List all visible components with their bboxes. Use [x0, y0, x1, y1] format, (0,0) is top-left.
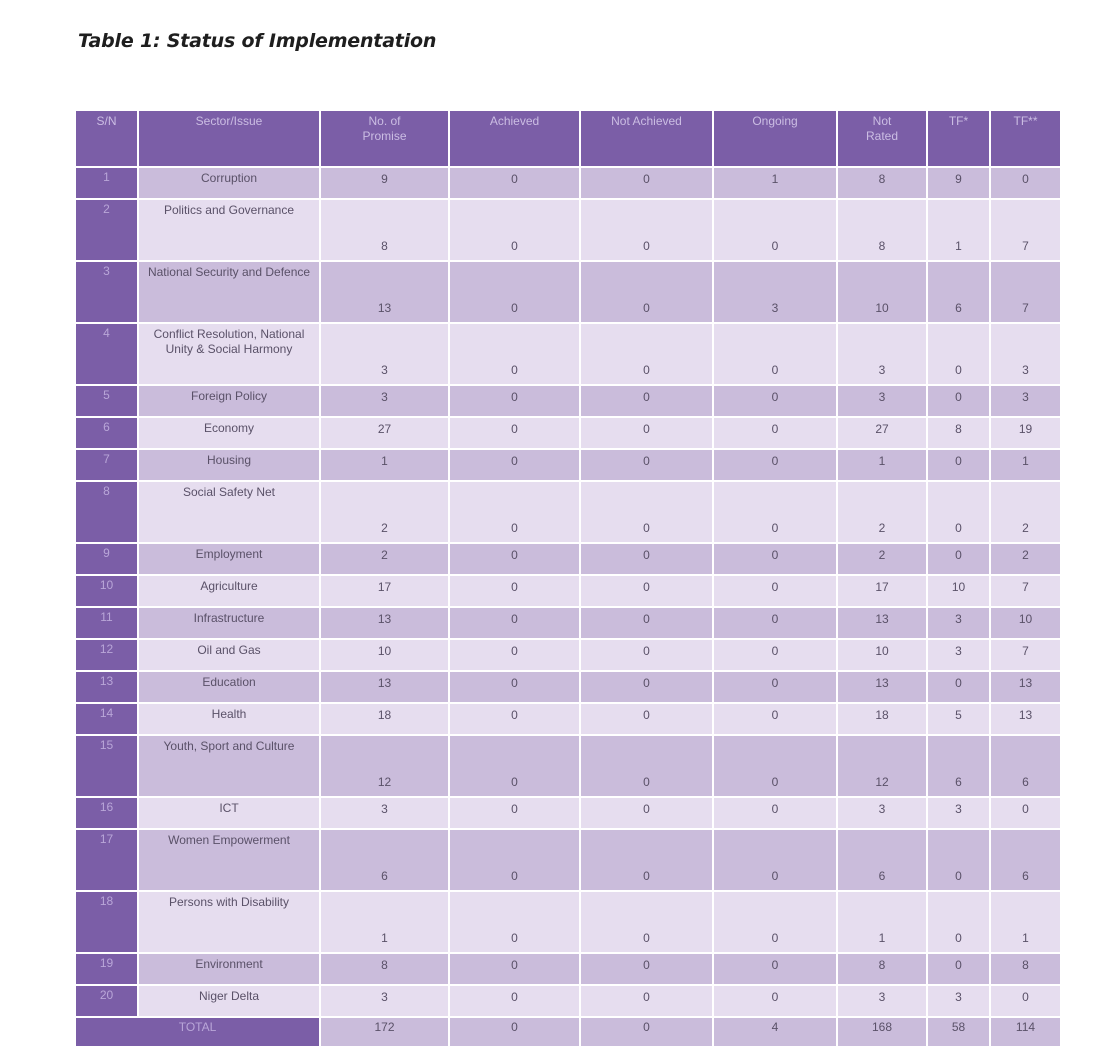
- cell-ongoing: 0: [714, 386, 836, 416]
- cell-ongoing: 0: [714, 200, 836, 260]
- cell-tf1: 0: [928, 324, 989, 384]
- cell-sn: 17: [76, 830, 137, 890]
- cell-tf2: 8: [991, 954, 1060, 984]
- cell-not-rated: 8: [838, 168, 926, 198]
- header-row: [76, 111, 1060, 166]
- cell-tf2: 0: [991, 798, 1060, 828]
- cell-tf1: 3: [928, 608, 989, 638]
- cell-promise: 8: [321, 200, 448, 260]
- cell-tf1: 5: [928, 704, 989, 734]
- cell-tf2: 7: [991, 640, 1060, 670]
- cell-tf2: 2: [991, 544, 1060, 574]
- header-not-rated: [838, 111, 926, 166]
- cell-ongoing: 0: [714, 736, 836, 796]
- cell-sn: 14: [76, 704, 137, 734]
- cell-not-rated: 12: [838, 736, 926, 796]
- header-not-rated-line2: Rated: [865, 129, 899, 143]
- cell-promise: 3: [321, 986, 448, 1016]
- cell-sn: 13: [76, 672, 137, 702]
- cell-tf1: 0: [928, 386, 989, 416]
- table-row: [76, 704, 1060, 734]
- cell-tf1: 0: [928, 482, 989, 542]
- cell-tf2: 7: [991, 200, 1060, 260]
- cell-sn: 5: [76, 386, 137, 416]
- cell-not-rated: 3: [838, 386, 926, 416]
- cell-not-rated: 1: [838, 450, 926, 480]
- cell-achieved: 0: [450, 168, 579, 198]
- cell-promise: 12: [321, 736, 448, 796]
- cell-achieved: 0: [450, 418, 579, 448]
- cell-not-rated: 13: [838, 608, 926, 638]
- cell-sn: 15: [76, 736, 137, 796]
- cell-not-achieved: 0: [581, 200, 712, 260]
- cell-ongoing: 0: [714, 830, 836, 890]
- cell-achieved: 0: [450, 576, 579, 606]
- cell-promise: 2: [321, 482, 448, 542]
- cell-not-achieved: 0: [581, 544, 712, 574]
- cell-not-rated: 8: [838, 954, 926, 984]
- total-label: TOTAL: [76, 1018, 319, 1046]
- status-table: [74, 109, 1062, 1048]
- header-promise: [321, 111, 448, 166]
- cell-achieved: 0: [450, 798, 579, 828]
- table-row: [76, 450, 1060, 480]
- cell-achieved: 0: [450, 200, 579, 260]
- cell-not-rated: 2: [838, 482, 926, 542]
- cell-sector: Agriculture: [139, 576, 319, 606]
- cell-not-rated: 17: [838, 576, 926, 606]
- cell-tf2: 6: [991, 830, 1060, 890]
- cell-not-achieved: 0: [581, 168, 712, 198]
- cell-sector: Conflict Resolution, National Unity & Social Harmony: [139, 324, 319, 384]
- cell-not-rated: 3: [838, 324, 926, 384]
- cell-sn: 8: [76, 482, 137, 542]
- table-row: [76, 324, 1060, 384]
- cell-tf1: 6: [928, 736, 989, 796]
- cell-not-rated: 27: [838, 418, 926, 448]
- table-row: [76, 386, 1060, 416]
- table-row: [76, 576, 1060, 606]
- cell-not-achieved: 0: [581, 450, 712, 480]
- cell-not-achieved: 0: [581, 386, 712, 416]
- header-tf2: TF**: [991, 111, 1060, 166]
- cell-achieved: 0: [450, 736, 579, 796]
- cell-not-achieved: 0: [581, 704, 712, 734]
- cell-ongoing: 0: [714, 640, 836, 670]
- cell-tf1: 0: [928, 672, 989, 702]
- cell-tf2: 7: [991, 262, 1060, 322]
- cell-tf1: 8: [928, 418, 989, 448]
- cell-sn: 7: [76, 450, 137, 480]
- cell-not-achieved: 0: [581, 798, 712, 828]
- cell-ongoing: 0: [714, 798, 836, 828]
- cell-achieved: 0: [450, 324, 579, 384]
- cell-not-rated: 10: [838, 262, 926, 322]
- cell-sn: 9: [76, 544, 137, 574]
- cell-not-achieved: 0: [581, 418, 712, 448]
- table-row: [76, 544, 1060, 574]
- cell-sector: ICT: [139, 798, 319, 828]
- cell-tf1: 10: [928, 576, 989, 606]
- cell-promise: 3: [321, 798, 448, 828]
- cell-promise: 27: [321, 418, 448, 448]
- cell-promise: 10: [321, 640, 448, 670]
- cell-sn: 4: [76, 324, 137, 384]
- cell-achieved: 0: [450, 672, 579, 702]
- table-row: [76, 168, 1060, 198]
- cell-ongoing: 0: [714, 576, 836, 606]
- cell-not-achieved: 0: [581, 954, 712, 984]
- cell-ongoing: 0: [714, 544, 836, 574]
- cell-not-rated: 10: [838, 640, 926, 670]
- cell-sector: Oil and Gas: [139, 640, 319, 670]
- header-ongoing: Ongoing: [714, 111, 836, 166]
- cell-tf2: 3: [991, 324, 1060, 384]
- cell-promise: 17: [321, 576, 448, 606]
- header-sector: Sector/Issue: [139, 111, 319, 166]
- cell-sector: Persons with Disability: [139, 892, 319, 952]
- cell-not-achieved: 0: [581, 324, 712, 384]
- cell-sector: Education: [139, 672, 319, 702]
- cell-tf1: 0: [928, 892, 989, 952]
- cell-ongoing: 0: [714, 892, 836, 952]
- cell-ongoing: 0: [714, 324, 836, 384]
- cell-achieved: 0: [450, 544, 579, 574]
- cell-not-achieved: 0: [581, 830, 712, 890]
- cell-sector: Corruption: [139, 168, 319, 198]
- table-row: [76, 986, 1060, 1016]
- table-row: [76, 954, 1060, 984]
- cell-achieved: 0: [450, 262, 579, 322]
- cell-achieved: 0: [450, 830, 579, 890]
- cell-tf2: 6: [991, 736, 1060, 796]
- cell-sn: 3: [76, 262, 137, 322]
- cell-tf1: 3: [928, 986, 989, 1016]
- cell-promise: 13: [321, 608, 448, 638]
- cell-ongoing: 1: [714, 168, 836, 198]
- cell-not-achieved: 0: [581, 576, 712, 606]
- cell-sn: 10: [76, 576, 137, 606]
- cell-sn: 20: [76, 986, 137, 1016]
- cell-not-rated: 3: [838, 986, 926, 1016]
- cell-ongoing: 0: [714, 608, 836, 638]
- cell-tf1: 1: [928, 200, 989, 260]
- cell-sn: 6: [76, 418, 137, 448]
- cell-sector: Foreign Policy: [139, 386, 319, 416]
- table-row: [76, 262, 1060, 322]
- cell-tf2: 7: [991, 576, 1060, 606]
- header-promise-line2: Promise: [362, 129, 407, 143]
- cell-tf2: 10: [991, 608, 1060, 638]
- cell-tf2: 13: [991, 704, 1060, 734]
- cell-achieved: 0: [450, 450, 579, 480]
- total-achieved: 0: [450, 1018, 579, 1046]
- cell-sector: Women Empowerment: [139, 830, 319, 890]
- cell-achieved: 0: [450, 986, 579, 1016]
- cell-promise: 13: [321, 262, 448, 322]
- cell-promise: 6: [321, 830, 448, 890]
- table-row: [76, 892, 1060, 952]
- table-row: [76, 640, 1060, 670]
- total-not-achieved: 0: [581, 1018, 712, 1046]
- cell-tf1: 0: [928, 954, 989, 984]
- cell-sector: Housing: [139, 450, 319, 480]
- header-not-rated-line1: Not: [872, 114, 892, 128]
- cell-not-rated: 13: [838, 672, 926, 702]
- cell-not-rated: 8: [838, 200, 926, 260]
- cell-tf2: 1: [991, 450, 1060, 480]
- cell-ongoing: 0: [714, 672, 836, 702]
- cell-promise: 18: [321, 704, 448, 734]
- table-row: [76, 608, 1060, 638]
- cell-sn: 1: [76, 168, 137, 198]
- cell-achieved: 0: [450, 386, 579, 416]
- cell-promise: 9: [321, 168, 448, 198]
- cell-promise: 3: [321, 324, 448, 384]
- cell-achieved: 0: [450, 954, 579, 984]
- cell-promise: 1: [321, 450, 448, 480]
- cell-achieved: 0: [450, 640, 579, 670]
- cell-not-achieved: 0: [581, 608, 712, 638]
- cell-sn: 11: [76, 608, 137, 638]
- cell-tf1: 3: [928, 640, 989, 670]
- cell-sector: Social Safety Net: [139, 482, 319, 542]
- cell-sn: 18: [76, 892, 137, 952]
- cell-not-achieved: 0: [581, 892, 712, 952]
- cell-sector: National Security and Defence: [139, 262, 319, 322]
- cell-ongoing: 0: [714, 986, 836, 1016]
- cell-achieved: 0: [450, 482, 579, 542]
- cell-not-achieved: 0: [581, 986, 712, 1016]
- table-row: [76, 482, 1060, 542]
- table-row: [76, 672, 1060, 702]
- total-tf2: 114: [991, 1018, 1060, 1046]
- cell-tf1: 9: [928, 168, 989, 198]
- cell-ongoing: 0: [714, 418, 836, 448]
- cell-not-rated: 1: [838, 892, 926, 952]
- cell-tf2: 0: [991, 986, 1060, 1016]
- cell-tf2: 0: [991, 168, 1060, 198]
- total-promise: 172: [321, 1018, 448, 1046]
- header-achieved: Achieved: [450, 111, 579, 166]
- table-row: [76, 830, 1060, 890]
- cell-sn: 12: [76, 640, 137, 670]
- cell-promise: 1: [321, 892, 448, 952]
- cell-sn: 2: [76, 200, 137, 260]
- cell-sector: Employment: [139, 544, 319, 574]
- cell-achieved: 0: [450, 704, 579, 734]
- cell-not-achieved: 0: [581, 482, 712, 542]
- cell-sn: 19: [76, 954, 137, 984]
- cell-tf1: 0: [928, 830, 989, 890]
- total-row: [76, 1018, 1060, 1046]
- cell-tf2: 13: [991, 672, 1060, 702]
- cell-sn: 16: [76, 798, 137, 828]
- table-caption: Table 1: Status of Implementation: [78, 30, 437, 52]
- cell-ongoing: 0: [714, 482, 836, 542]
- table-row: [76, 736, 1060, 796]
- header-tf1: TF*: [928, 111, 989, 166]
- cell-ongoing: 3: [714, 262, 836, 322]
- cell-sector: Niger Delta: [139, 986, 319, 1016]
- cell-sector: Youth, Sport and Culture: [139, 736, 319, 796]
- header-not-achieved: Not Achieved: [581, 111, 712, 166]
- header-promise-line1: No. of: [368, 114, 401, 128]
- cell-tf1: 0: [928, 450, 989, 480]
- header-sn: S/N: [76, 111, 137, 166]
- cell-not-achieved: 0: [581, 640, 712, 670]
- cell-not-rated: 18: [838, 704, 926, 734]
- cell-tf2: 1: [991, 892, 1060, 952]
- cell-tf2: 3: [991, 386, 1060, 416]
- total-ongoing: 4: [714, 1018, 836, 1046]
- total-not-rated: 168: [838, 1018, 926, 1046]
- cell-tf1: 6: [928, 262, 989, 322]
- cell-promise: 8: [321, 954, 448, 984]
- total-tf1: 58: [928, 1018, 989, 1046]
- cell-tf1: 3: [928, 798, 989, 828]
- cell-promise: 13: [321, 672, 448, 702]
- cell-sector: Infrastructure: [139, 608, 319, 638]
- table-row: [76, 798, 1060, 828]
- cell-achieved: 0: [450, 892, 579, 952]
- table-row: [76, 418, 1060, 448]
- cell-not-achieved: 0: [581, 262, 712, 322]
- cell-ongoing: 0: [714, 954, 836, 984]
- cell-ongoing: 0: [714, 450, 836, 480]
- cell-tf2: 2: [991, 482, 1060, 542]
- cell-not-achieved: 0: [581, 736, 712, 796]
- cell-promise: 2: [321, 544, 448, 574]
- table-row: [76, 200, 1060, 260]
- cell-tf1: 0: [928, 544, 989, 574]
- cell-sector: Environment: [139, 954, 319, 984]
- cell-achieved: 0: [450, 608, 579, 638]
- cell-tf2: 19: [991, 418, 1060, 448]
- cell-sector: Economy: [139, 418, 319, 448]
- cell-sector: Health: [139, 704, 319, 734]
- cell-ongoing: 0: [714, 704, 836, 734]
- cell-sector: Politics and Governance: [139, 200, 319, 260]
- cell-not-rated: 2: [838, 544, 926, 574]
- cell-not-achieved: 0: [581, 672, 712, 702]
- cell-not-rated: 6: [838, 830, 926, 890]
- cell-promise: 3: [321, 386, 448, 416]
- cell-not-rated: 3: [838, 798, 926, 828]
